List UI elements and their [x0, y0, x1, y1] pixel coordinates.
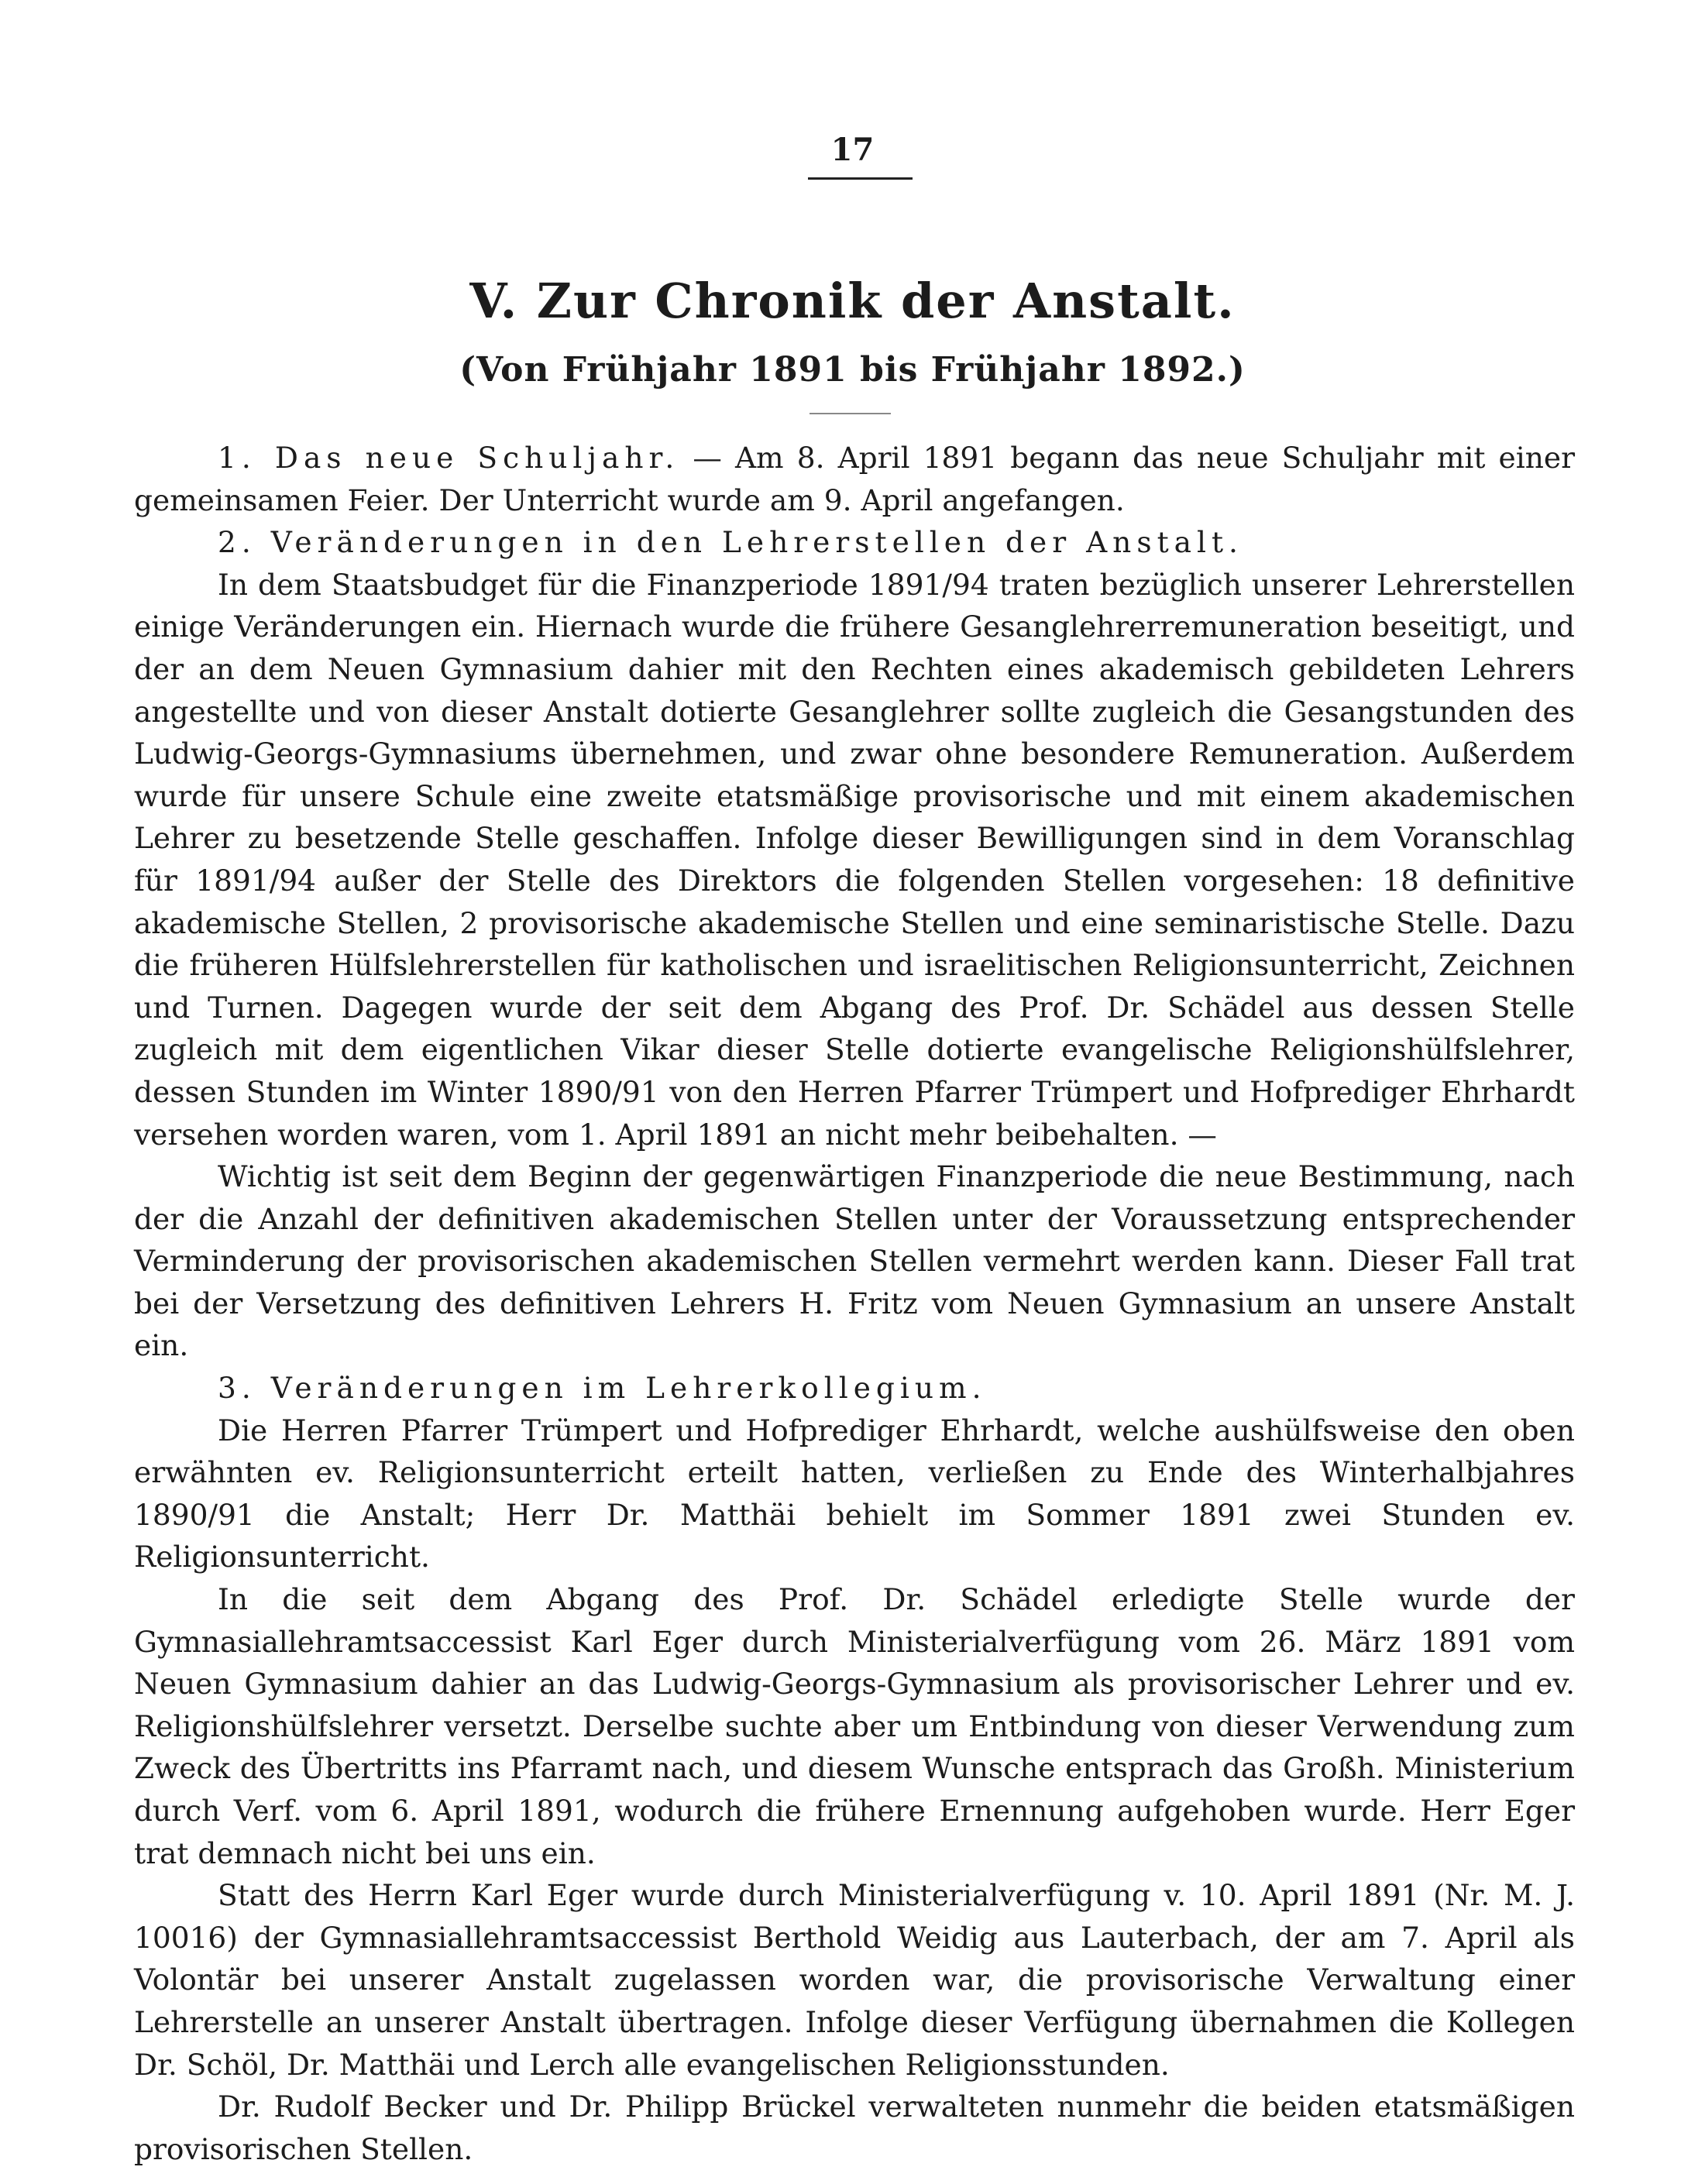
paragraph-item-2-b: Wichtig ist seit dem Beginn der gegenwärtigen Finanzperiode die neue Bestimmung, nach der die Anzahl der definitiven akademischen Stellen unter der Voraussetzung entsprechender Verminderung der provisorischen akademischen Stellen vermehrt werden kann. Dieser Fall trat bei der Versetzung des definitiven Lehrers H. Fritz vom Neuen Gymnasium an unsere Anstalt ein. — [134, 1159, 1575, 1363]
title-rule — [810, 413, 891, 414]
page-number-rule — [808, 177, 913, 180]
body-text — [134, 437, 1575, 2170]
paragraph-item-2-a: In dem Staatsbudget für die Finanzperiode 1891/94 traten bezüglich unserer Lehrerstellen einige Veränderungen ein. Hiernach wurde die frühere Gesanglehrerremuneration beseitigt, und der an dem Neuen Gymnasium dahier mit den Rechten eines akademisch gebildeten Lehrers angestellte und von dieser Anstalt dotierte Gesanglehrer sollte zugleich die Gesangstunden des Ludwig-Georgs-Gymnasiums übernehmen, und zwar ohne besondere Remuneration. Außerdem wurde für unsere Schule eine zweite etatsmäßige provisorische und mit einem akademischen Lehrer zu besetzende Stelle geschaffen. Infolge dieser Bewilligungen sind in dem Voranschlag für 1891/94 außer der Stelle des Direktors die folgenden Stellen vorgesehen: 18 definitive akademische Stellen, 2 provisorische akademische Stellen und eine seminaristische Stelle. Dazu die früheren Hülfslehrerstellen für katholischen und israelitischen Religionsunterricht, Zeichnen und Turnen. Dagegen wurde der seit dem Abgang des Prof. Dr. Schädel aus dessen Stelle zugleich mit dem eigentlichen Vikar dieser Stelle dotierte evangelische Religionshülfslehrer, dessen Stunden im Winter 1890/91 von den Herren Pfarrer Trümpert und Hofprediger Ehrhardt versehen worden waren, vom 1. April 1891 an nicht mehr beibehalten. — — [134, 567, 1575, 1152]
paragraph-item-3-d: Dr. Rudolf Becker und Dr. Philipp Brückel verwalteten nunmehr die beiden etatsmäßigen provisorischen Stellen. — [134, 2090, 1575, 2166]
paragraph-item-3-c: Statt des Herrn Karl Eger wurde durch Ministerialverfügung v. 10. April 1891 (Nr. M. J. 10016) der Gymnasiallehramtsaccessist Berthold Weidig aus Lauterbach, der am 7. April als Volontär bei unserer Anstalt zugelassen worden war, die provisorische Verwaltung einer Lehrerstelle an unserer Anstalt übertragen. Infolge dieser Verfügung übernahmen die Kollegen Dr. Schöl, Dr. Matthäi und Lerch alle evangelischen Religionsstunden. — [134, 1878, 1575, 2082]
item-3-heading-text: 3. Veränderungen im Lehrerkollegium. — [218, 1371, 987, 1406]
item-2-heading-text: 2. Veränderungen in den Lehrerstellen der Anstalt. — [218, 525, 1243, 560]
page-number: 17 — [830, 132, 875, 168]
paragraph-item-3-b: In die seit dem Abgang des Prof. Dr. Schädel erledigte Stelle wurde der Gymnasiallehramtsaccessist Karl Eger durch Ministerialverfügung vom 26. März 1891 vom Neuen Gymnasium dahier an das Ludwig-Georgs-Gymnasium als provisorischer Lehrer und ev. Religionshülfslehrer versetzt. Derselbe suchte aber um Entbindung von dieser Verwendung zum Zweck des Übertritts ins Pfarramt nach, und diesem Wunsche entsprach das Großh. Ministerium durch Verf. vom 6. April 1891, wodurch die frühere Ernennung aufgehoben wurde. Herr Eger trat demnach nicht bei uns ein. — [134, 1582, 1575, 1870]
paragraph-item-1 — [134, 437, 1575, 521]
section-title: V. Zur Chronik der Anstalt. — [469, 273, 1236, 329]
paragraph-item-3-a: Die Herren Pfarrer Trümpert und Hofprediger Ehrhardt, welche aushülfsweise den oben erwähnten ev. Religionsunterricht erteilt hatten, verließen zu Ende des Winterhalbjahres 1890/91 die Anstalt; Herr Dr. Matthäi behielt im Sommer 1891 zwei Stunden ev. Religionsunterricht. — [134, 1413, 1575, 1574]
item-1-text: — Am 8. April 1891 begann das neue Schuljahr mit einer gemeinsamen Feier. Der Unterricht wurde am 9. April angefangen. — [134, 441, 1575, 517]
item-2-heading — [134, 521, 1575, 564]
item-1-heading: 1. Das neue Schuljahr. — [218, 441, 680, 475]
section-subtitle: (Von Frühjahr 1891 bis Frühjahr 1892.) — [459, 350, 1246, 390]
item-3-heading — [134, 1367, 1575, 1410]
